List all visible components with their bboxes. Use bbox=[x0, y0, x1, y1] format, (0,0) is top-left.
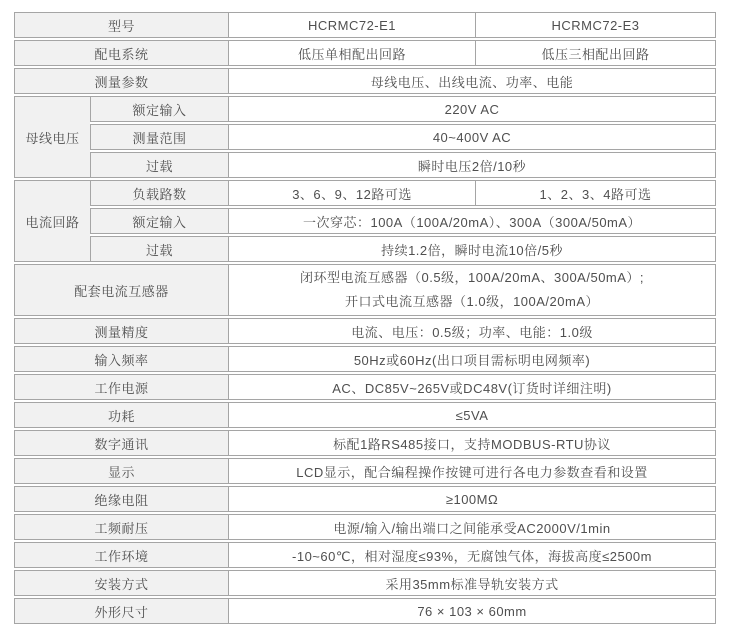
system-e1-value: 低压单相配出回路 bbox=[228, 40, 475, 66]
current-loop-overload-value: 持续1.2倍，瞬时电流10倍/5秒 bbox=[228, 236, 716, 262]
system-e3-value: 低压三相配出回路 bbox=[475, 40, 716, 66]
mounting-value: 采用35mm标准导轨安装方式 bbox=[228, 570, 716, 596]
ct-value-line2: 开口式电流互感器（1.0级，100A/20mA） bbox=[345, 294, 600, 309]
system-label: 配电系统 bbox=[14, 40, 228, 66]
row-display bbox=[14, 458, 716, 484]
model-e1-value: HCRMC72-E1 bbox=[228, 12, 475, 38]
row-current-loop-channels bbox=[14, 180, 716, 206]
bus-voltage-rated-value: 220V AC bbox=[228, 96, 716, 122]
current-loop-channels-e1-value: 3、6、9、12路可选 bbox=[228, 180, 475, 206]
row-current-loop-overload bbox=[14, 236, 716, 262]
row-working-environment bbox=[14, 542, 716, 568]
accuracy-value: 电流、电压：0.5级；功率、电能：1.0级 bbox=[228, 318, 716, 344]
frequency-label: 输入频率 bbox=[14, 346, 228, 372]
withstand-value: 电源/输入/输出端口之间能承受AC2000V/1min bbox=[228, 514, 716, 540]
consumption-label: 功耗 bbox=[14, 402, 228, 428]
row-model bbox=[14, 12, 716, 38]
current-loop-channels-label: 负载路数 bbox=[90, 180, 228, 206]
power-supply-label: 工作电源 bbox=[14, 374, 228, 400]
bus-voltage-rated-label: 额定输入 bbox=[90, 96, 228, 122]
row-withstand-voltage bbox=[14, 514, 716, 540]
params-label: 测量参数 bbox=[14, 68, 228, 94]
product-spec-table bbox=[14, 10, 716, 626]
row-digital-comm bbox=[14, 430, 716, 456]
row-power-supply bbox=[14, 374, 716, 400]
row-measured-params bbox=[14, 68, 716, 94]
row-current-loop-rated bbox=[14, 208, 716, 234]
accuracy-label: 测量精度 bbox=[14, 318, 228, 344]
current-loop-rated-value: 一次穿芯：100A（100A/20mA）、300A（300A/50mA） bbox=[228, 208, 716, 234]
row-insulation-resistance bbox=[14, 486, 716, 512]
row-distribution-system bbox=[14, 40, 716, 66]
bus-voltage-overload-value: 瞬时电压2倍/10秒 bbox=[228, 152, 716, 178]
current-loop-overload-label: 过载 bbox=[90, 236, 228, 262]
display-value: LCD显示，配合编程操作按键可进行各电力参数查看和设置 bbox=[228, 458, 716, 484]
mounting-label: 安装方式 bbox=[14, 570, 228, 596]
withstand-label: 工频耐压 bbox=[14, 514, 228, 540]
current-loop-channels-e3-value: 1、2、3、4路可选 bbox=[475, 180, 716, 206]
row-bus-voltage-range bbox=[14, 124, 716, 150]
insulation-label: 绝缘电阻 bbox=[14, 486, 228, 512]
row-power-consumption bbox=[14, 402, 716, 428]
model-label: 型号 bbox=[14, 12, 228, 38]
row-input-frequency bbox=[14, 346, 716, 372]
environment-label: 工作环境 bbox=[14, 542, 228, 568]
row-accuracy bbox=[14, 318, 716, 344]
params-value: 母线电压、出线电流、功率、电能 bbox=[228, 68, 716, 94]
ct-label: 配套电流互感器 bbox=[14, 264, 228, 316]
current-loop-rated-label: 额定输入 bbox=[90, 208, 228, 234]
current-loop-group-label: 电流回路 bbox=[14, 180, 90, 262]
display-label: 显示 bbox=[14, 458, 228, 484]
comm-value: 标配1路RS485接口，支持MODBUS-RTU协议 bbox=[228, 430, 716, 456]
ct-value bbox=[228, 264, 716, 316]
frequency-value: 50Hz或60Hz(出口项目需标明电网频率) bbox=[228, 346, 716, 372]
dimensions-label: 外形尺寸 bbox=[14, 598, 228, 624]
row-dimensions bbox=[14, 598, 716, 624]
bus-voltage-overload-label: 过载 bbox=[90, 152, 228, 178]
bus-voltage-group-label: 母线电压 bbox=[14, 96, 90, 178]
model-e3-value: HCRMC72-E3 bbox=[475, 12, 716, 38]
ct-value-line1: 闭环型电流互感器（0.5级，100A/20mA、300A/50mA）; bbox=[299, 270, 645, 285]
bus-voltage-range-label: 测量范围 bbox=[90, 124, 228, 150]
dimensions-value: 76 × 103 × 60mm bbox=[228, 598, 716, 624]
insulation-value: ≥100MΩ bbox=[228, 486, 716, 512]
power-supply-value: AC、DC85V~265V或DC48V(订货时详细注明) bbox=[228, 374, 716, 400]
row-bus-voltage-rated bbox=[14, 96, 716, 122]
row-bus-voltage-overload bbox=[14, 152, 716, 178]
comm-label: 数字通讯 bbox=[14, 430, 228, 456]
consumption-value: ≤5VA bbox=[228, 402, 716, 428]
bus-voltage-range-value: 40~400V AC bbox=[228, 124, 716, 150]
row-current-transformer bbox=[14, 264, 716, 316]
environment-value: -10~60℃，相对湿度≤93%，无腐蚀气体，海拔高度≤2500m bbox=[228, 542, 716, 568]
row-mounting bbox=[14, 570, 716, 596]
